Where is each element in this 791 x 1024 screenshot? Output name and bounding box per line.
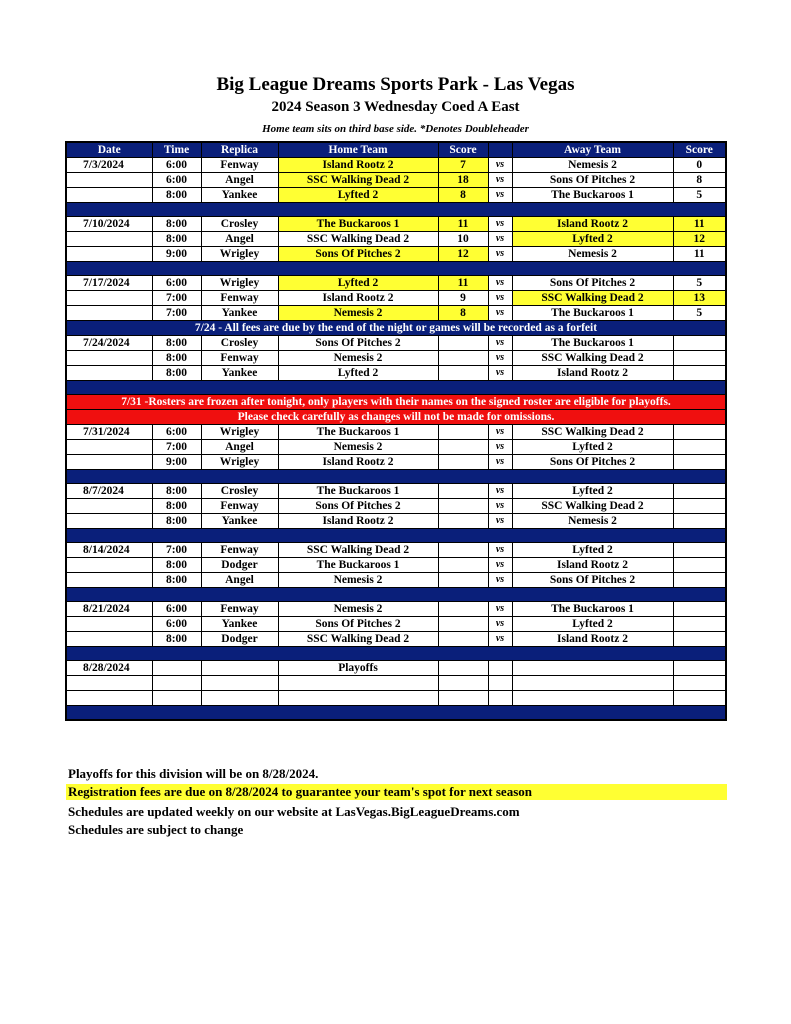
cell-home-score [438,455,488,470]
cell-time: 8:00 [152,573,201,588]
cell-home-score: 7 [438,158,488,173]
cell-date [66,173,152,188]
cell-time: 8:00 [152,232,201,247]
cell-vs: vs [488,291,512,306]
table-row [66,661,726,676]
cell-away-team: Lyfted 2 [512,617,673,632]
cell-away-team: SSC Walking Dead 2 [512,291,673,306]
footer-website: Schedules are updated weekly on our website at LasVegas.BigLeagueDreams.com [68,804,520,819]
table-row [66,158,726,173]
cell-away-team: Nemesis 2 [512,158,673,173]
cell-away-score [673,366,726,381]
cell-away-score: 12 [673,232,726,247]
cell-vs: vs [488,573,512,588]
cell-vs: vs [488,558,512,573]
cell-time: 8:00 [152,484,201,499]
cell-replica: Wrigley [201,247,278,262]
cell-vs: vs [488,632,512,647]
cell-vs [488,676,512,691]
cell-vs: vs [488,543,512,558]
cell-time: 6:00 [152,425,201,440]
table-row [66,440,726,455]
table-row [66,247,726,262]
cell-home-team: Nemesis 2 [278,306,438,321]
schedule-body [66,158,726,721]
cell-vs [488,661,512,676]
cell-away-score [673,484,726,499]
cell-home-score: 18 [438,173,488,188]
col-header-date: Date [66,142,152,158]
cell-away-team: The Buckaroos 1 [512,602,673,617]
cell-away-team: SSC Walking Dead 2 [512,499,673,514]
cell-home-team: The Buckaroos 1 [278,217,438,232]
cell-home-team: Island Rootz 2 [278,514,438,529]
cell-time: 8:00 [152,366,201,381]
cell-home-team: Playoffs [278,661,438,676]
cell-away-score [673,676,726,691]
cell-home-score: 11 [438,276,488,291]
cell-away-team: Sons Of Pitches 2 [512,573,673,588]
cell-away-score [673,455,726,470]
cell-away-team: Lyfted 2 [512,232,673,247]
cell-time: 6:00 [152,602,201,617]
alert-text: Please check carefully as changes will not be made for omissions. [66,410,726,425]
table-row [66,676,726,691]
cell-home-team: SSC Walking Dead 2 [278,232,438,247]
cell-home-team: Nemesis 2 [278,351,438,366]
cell-away-team: Lyfted 2 [512,543,673,558]
cell-replica: Fenway [201,158,278,173]
table-row [66,276,726,291]
schedule-table [65,141,727,721]
cell-home-score [438,661,488,676]
cell-home-team: Sons Of Pitches 2 [278,336,438,351]
cell-replica [201,676,278,691]
cell-date: 7/10/2024 [66,217,152,232]
cell-date: 7/3/2024 [66,158,152,173]
table-header-row [66,142,726,158]
cell-time: 8:00 [152,351,201,366]
cell-away-team: Island Rootz 2 [512,558,673,573]
cell-away-score [673,336,726,351]
table-row [66,425,726,440]
cell-replica: Crosley [201,336,278,351]
cell-vs: vs [488,617,512,632]
cell-vs: vs [488,232,512,247]
cell-replica: Fenway [201,543,278,558]
cell-date [66,676,152,691]
cell-date: 8/14/2024 [66,543,152,558]
cell-home-score: 10 [438,232,488,247]
col-header-vs [488,142,512,158]
cell-vs: vs [488,514,512,529]
cell-vs: vs [488,158,512,173]
cell-away-team: Island Rootz 2 [512,217,673,232]
cell-home-score: 9 [438,291,488,306]
footer-playoffs: Playoffs for this division will be on 8/28/2024. [68,766,319,781]
separator-bar [66,470,726,484]
cell-time: 6:00 [152,617,201,632]
cell-away-score: 5 [673,306,726,321]
cell-replica [201,691,278,706]
section-separator [66,381,726,395]
cell-away-team: Sons Of Pitches 2 [512,455,673,470]
cell-time: 8:00 [152,499,201,514]
col-header-home-score: Score [438,142,488,158]
col-header-replica: Replica [201,142,278,158]
cell-away-score [673,514,726,529]
cell-home-score [438,351,488,366]
alert-text: 7/31 -Rosters are frozen after tonight, only players with their names on the signed roster are eligible for playoffs. [66,395,726,410]
table-row [66,602,726,617]
cell-home-team: SSC Walking Dead 2 [278,543,438,558]
cell-away-score [673,573,726,588]
cell-date: 8/7/2024 [66,484,152,499]
cell-away-score [673,543,726,558]
cell-home-team: Island Rootz 2 [278,158,438,173]
table-row [66,351,726,366]
cell-vs: vs [488,247,512,262]
cell-home-score: 8 [438,188,488,203]
cell-home-team: The Buckaroos 1 [278,484,438,499]
cell-replica: Wrigley [201,276,278,291]
cell-home-score [438,425,488,440]
table-row [66,366,726,381]
cell-vs: vs [488,336,512,351]
cell-time [152,691,201,706]
cell-replica [201,661,278,676]
col-header-home-team: Home Team [278,142,438,158]
cell-home-score [438,691,488,706]
cell-replica: Crosley [201,217,278,232]
cell-away-team [512,676,673,691]
cell-date [66,573,152,588]
cell-away-score: 0 [673,158,726,173]
table-row [66,232,726,247]
cell-home-score [438,366,488,381]
notice-text: 7/24 - All fees are due by the end of the night or games will be recorded as a forfeit [66,321,726,336]
cell-home-score [438,602,488,617]
table-row [66,543,726,558]
alert-row [66,395,726,410]
cell-vs: vs [488,217,512,232]
cell-vs: vs [488,602,512,617]
cell-date [66,558,152,573]
separator-bar [66,262,726,276]
cell-home-team: The Buckaroos 1 [278,558,438,573]
cell-home-score [438,617,488,632]
cell-home-team: Lyfted 2 [278,276,438,291]
separator-bar [66,203,726,217]
cell-home-score [438,440,488,455]
cell-replica: Fenway [201,499,278,514]
cell-home-team: SSC Walking Dead 2 [278,632,438,647]
cell-date [66,188,152,203]
cell-away-team: Nemesis 2 [512,514,673,529]
cell-home-score: 8 [438,306,488,321]
cell-replica: Yankee [201,188,278,203]
cell-vs: vs [488,188,512,203]
table-row [66,484,726,499]
cell-date [66,366,152,381]
table-row [66,514,726,529]
cell-time: 6:00 [152,173,201,188]
cell-replica: Angel [201,232,278,247]
cell-home-team: Sons Of Pitches 2 [278,617,438,632]
cell-date [66,291,152,306]
cell-home-team: Nemesis 2 [278,440,438,455]
col-header-away-score: Score [673,142,726,158]
cell-date [66,455,152,470]
cell-away-score [673,661,726,676]
cell-date [66,499,152,514]
cell-time: 9:00 [152,247,201,262]
cell-replica: Angel [201,440,278,455]
cell-home-score [438,558,488,573]
cell-away-score [673,558,726,573]
cell-home-score [438,573,488,588]
cell-date [66,306,152,321]
separator-bar [66,529,726,543]
cell-home-team: Sons Of Pitches 2 [278,499,438,514]
section-separator [66,529,726,543]
cell-home-team: Sons Of Pitches 2 [278,247,438,262]
cell-home-score [438,632,488,647]
cell-vs: vs [488,306,512,321]
cell-away-team: SSC Walking Dead 2 [512,351,673,366]
cell-away-score [673,351,726,366]
cell-date: 7/31/2024 [66,425,152,440]
cell-away-score [673,602,726,617]
cell-time [152,661,201,676]
table-row [66,291,726,306]
table-row [66,691,726,706]
cell-vs [488,691,512,706]
cell-away-team: The Buckaroos 1 [512,306,673,321]
cell-time: 8:00 [152,188,201,203]
cell-vs: vs [488,425,512,440]
cell-home-team: The Buckaroos 1 [278,425,438,440]
cell-time: 9:00 [152,455,201,470]
cell-time: 8:00 [152,632,201,647]
cell-replica: Fenway [201,351,278,366]
cell-away-team: Island Rootz 2 [512,366,673,381]
cell-replica: Wrigley [201,455,278,470]
cell-date [66,247,152,262]
col-header-away-team: Away Team [512,142,673,158]
header-note: Home team sits on third base side. *Denotes Doubleheader [262,123,529,135]
cell-replica: Dodger [201,632,278,647]
section-separator [66,647,726,661]
section-separator [66,470,726,484]
cell-time: 6:00 [152,158,201,173]
cell-time: 8:00 [152,336,201,351]
cell-vs: vs [488,455,512,470]
cell-replica: Yankee [201,514,278,529]
table-row [66,632,726,647]
cell-home-team: Island Rootz 2 [278,291,438,306]
table-row [66,455,726,470]
separator-bar [66,706,726,721]
cell-time: 7:00 [152,291,201,306]
cell-date [66,514,152,529]
cell-away-score [673,617,726,632]
cell-vs: vs [488,440,512,455]
cell-away-score [673,440,726,455]
cell-time: 8:00 [152,558,201,573]
footer-registration: Registration fees are due on 8/28/2024 to guarantee your team's spot for next season [66,784,727,800]
cell-away-score: 13 [673,291,726,306]
cell-away-team: SSC Walking Dead 2 [512,425,673,440]
cell-home-score [438,514,488,529]
cell-away-score: 11 [673,217,726,232]
separator-bar [66,381,726,395]
cell-home-score [438,499,488,514]
section-separator [66,706,726,721]
cell-home-team: Island Rootz 2 [278,455,438,470]
table-row [66,617,726,632]
table-row [66,573,726,588]
cell-home-score [438,336,488,351]
cell-date [66,351,152,366]
table-row [66,217,726,232]
cell-time: 7:00 [152,543,201,558]
alert-row [66,410,726,425]
table-row [66,173,726,188]
cell-away-team: Island Rootz 2 [512,632,673,647]
section-separator [66,262,726,276]
cell-time: 8:00 [152,217,201,232]
cell-time: 8:00 [152,514,201,529]
cell-vs: vs [488,276,512,291]
cell-away-team: The Buckaroos 1 [512,336,673,351]
cell-home-team: SSC Walking Dead 2 [278,173,438,188]
cell-home-team [278,691,438,706]
cell-home-team: Nemesis 2 [278,602,438,617]
table-row [66,188,726,203]
cell-away-score: 8 [673,173,726,188]
notice-row [66,321,726,336]
cell-away-score [673,499,726,514]
cell-away-team: Sons Of Pitches 2 [512,276,673,291]
cell-away-score [673,425,726,440]
table-row [66,336,726,351]
cell-replica: Yankee [201,617,278,632]
table-row [66,499,726,514]
cell-home-score [438,676,488,691]
cell-replica: Fenway [201,602,278,617]
cell-away-team: Sons Of Pitches 2 [512,173,673,188]
col-header-time: Time [152,142,201,158]
cell-date [66,632,152,647]
cell-replica: Angel [201,573,278,588]
cell-time [152,676,201,691]
cell-time: 7:00 [152,306,201,321]
cell-home-team: Lyfted 2 [278,366,438,381]
cell-replica: Dodger [201,558,278,573]
cell-replica: Crosley [201,484,278,499]
footer-subject-to-change: Schedules are subject to change [68,822,244,837]
cell-vs: vs [488,366,512,381]
cell-time: 6:00 [152,276,201,291]
section-separator [66,588,726,602]
cell-replica: Yankee [201,306,278,321]
cell-away-team [512,661,673,676]
cell-replica: Angel [201,173,278,188]
table-row [66,558,726,573]
cell-date: 7/17/2024 [66,276,152,291]
cell-time: 7:00 [152,440,201,455]
cell-home-score: 12 [438,247,488,262]
cell-vs: vs [488,351,512,366]
page-title: Big League Dreams Sports Park - Las Vegas [216,74,575,95]
cell-date: 8/21/2024 [66,602,152,617]
cell-away-team: Nemesis 2 [512,247,673,262]
cell-date [66,440,152,455]
cell-replica: Wrigley [201,425,278,440]
separator-bar [66,588,726,602]
cell-away-team: Lyfted 2 [512,484,673,499]
page-subtitle: 2024 Season 3 Wednesday Coed A East [271,99,520,115]
table-row [66,306,726,321]
cell-home-team: Lyfted 2 [278,188,438,203]
cell-away-team: Lyfted 2 [512,440,673,455]
cell-away-score: 11 [673,247,726,262]
cell-home-score [438,484,488,499]
cell-date: 8/28/2024 [66,661,152,676]
section-separator [66,203,726,217]
cell-date: 7/24/2024 [66,336,152,351]
cell-replica: Yankee [201,366,278,381]
cell-date [66,691,152,706]
separator-bar [66,647,726,661]
cell-away-score [673,632,726,647]
cell-away-team: The Buckaroos 1 [512,188,673,203]
cell-home-team: Nemesis 2 [278,573,438,588]
cell-home-score [438,543,488,558]
cell-vs: vs [488,173,512,188]
cell-vs: vs [488,499,512,514]
cell-away-score: 5 [673,188,726,203]
cell-away-score: 5 [673,276,726,291]
cell-date [66,232,152,247]
cell-date [66,617,152,632]
cell-replica: Fenway [201,291,278,306]
cell-vs: vs [488,484,512,499]
cell-home-team [278,676,438,691]
cell-home-score: 11 [438,217,488,232]
cell-away-team [512,691,673,706]
cell-away-score [673,691,726,706]
